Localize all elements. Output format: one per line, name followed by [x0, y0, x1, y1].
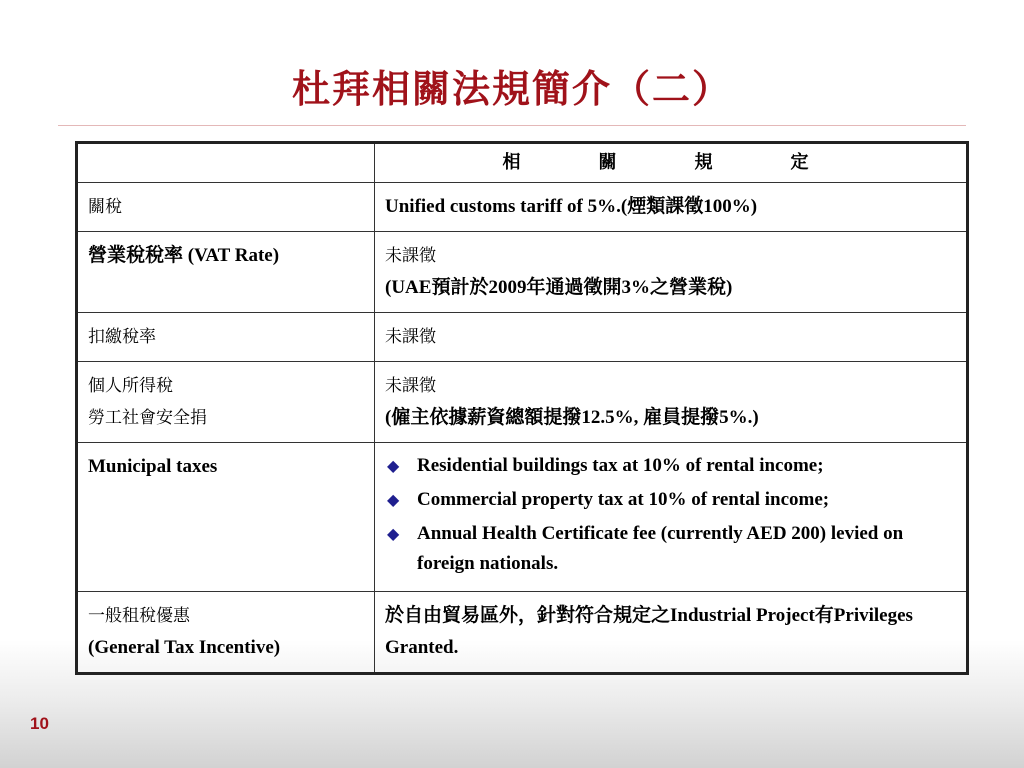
list-item-text: Residential buildings tax at 10% of rental income; — [417, 455, 824, 476]
row-content-text: 於自由貿易區外，針對符合規定之Industrial Project有Privileges Granted. — [385, 605, 913, 658]
table-row — [77, 443, 968, 592]
bullet-list — [385, 451, 956, 579]
row-content-text: (僱主依據薪資總額提撥12.5%, 雇員提撥5%.) — [385, 407, 759, 428]
header-cell-item — [77, 143, 375, 183]
row-label — [77, 313, 375, 362]
row-content — [375, 313, 968, 362]
table-row — [77, 362, 968, 443]
row-content — [375, 443, 968, 592]
table-row — [77, 592, 968, 674]
row-content-text: (UAE預計於2009年通過徵開3%之營業稅) — [385, 277, 733, 298]
row-label-text: 個人所得稅 — [88, 376, 173, 396]
slide-title: 杜拜相關法規簡介（二） — [291, 66, 732, 111]
table-row — [77, 183, 968, 232]
row-label — [77, 232, 375, 313]
page-number: 10 — [30, 714, 49, 733]
diamond-bullet-icon: ◆ — [387, 456, 400, 475]
row-label-text: 關稅 — [88, 197, 122, 217]
table-row — [77, 232, 968, 313]
row-content — [375, 362, 968, 443]
regulations-table — [75, 141, 969, 675]
diamond-bullet-icon: ◆ — [387, 490, 400, 509]
row-content — [375, 232, 968, 313]
title-divider — [58, 125, 966, 126]
row-label — [77, 592, 375, 674]
list-item-text: Commercial property tax at 10% of rental income; — [417, 489, 830, 510]
row-label-text: 營業稅稅率 (VAT Rate) — [88, 245, 280, 266]
row-content-text: 未課徵 — [385, 327, 436, 347]
row-content — [375, 592, 968, 674]
row-label-text: Municipal taxes — [88, 456, 218, 477]
table-row — [77, 313, 968, 362]
list-item-text: Annual Health Certificate fee (currently AED 200) levied on foreign nationals. — [417, 523, 904, 574]
row-label-text: (General Tax Incentive) — [88, 637, 281, 658]
diamond-bullet-icon: ◆ — [387, 524, 400, 543]
row-content-text: Unified customs tariff of 5%.(煙類課徵100%) — [385, 196, 758, 217]
list-item — [385, 485, 956, 515]
row-content-text: 未課徵 — [385, 376, 436, 396]
row-content-text: 未課徵 — [385, 246, 436, 266]
list-item — [385, 519, 956, 579]
table-header-row — [77, 143, 968, 183]
row-label-text: 勞工社會安全捐 — [88, 408, 207, 428]
row-content — [375, 183, 968, 232]
row-label-text: 扣繳稅率 — [88, 327, 156, 347]
row-label — [77, 362, 375, 443]
row-label — [77, 183, 375, 232]
list-item — [385, 451, 956, 481]
row-label-text: 一般租稅優惠 — [88, 606, 190, 626]
header-cell-regulation: 相 關 規 定 — [375, 143, 968, 183]
row-label — [77, 443, 375, 592]
